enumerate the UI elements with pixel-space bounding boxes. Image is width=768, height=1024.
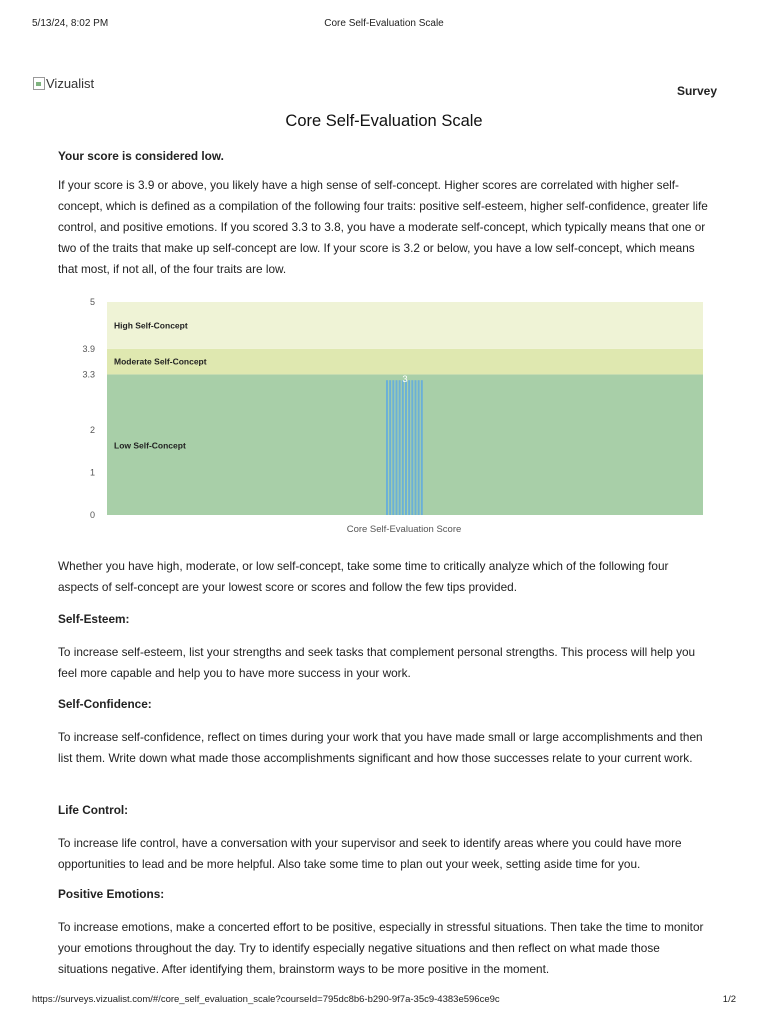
section-body: To increase life control, have a conversation with your supervisor and seek to identify areas where you could have more opportunities to lead and be more helpful. Also take some time to plan out your week, setting aside time for you. [58, 836, 682, 871]
score-result: Your score is considered low. [58, 149, 224, 163]
page-title: Core Self-Evaluation Scale [285, 112, 483, 130]
section-body: To increase emotions, make a concerted effort to be positive, especially in stressful situations. Then take the time to monitor your emotions throughout the day. Try to identify especially negative situations and then reflect on what made those situations negative. After identifying them, brainstorm ways to be more positive in the moment. [58, 920, 704, 976]
chart-y-tick-label: 3.9 [82, 343, 95, 354]
chart-bar-stripe [411, 380, 413, 515]
score-chart [80, 296, 710, 538]
score-chart-svg [80, 296, 710, 538]
chart-y-tick-label: 2 [89, 424, 95, 435]
broken-image-icon [33, 77, 45, 90]
chart-y-tick-label: 1 [89, 467, 95, 478]
chart-bar-stripe [396, 380, 398, 515]
section-self-confidence [58, 694, 708, 715]
section-heading: Life Control: [58, 803, 129, 817]
section-self-esteem-body [58, 642, 708, 684]
section-body: To increase self-esteem, list your strengths and seek tasks that complement personal strengths. This process will help you feel more capable and help you to have more success in your work. [58, 645, 696, 680]
section-positive-emotions-body [58, 917, 708, 980]
print-footer [0, 994, 768, 1008]
chart-y-tick-label: 0 [89, 510, 95, 520]
intro-block [58, 175, 708, 280]
chart-bar-stripe [402, 380, 404, 515]
print-title: Core Self-Evaluation Scale [324, 18, 444, 29]
section-heading: Positive Emotions: [58, 887, 165, 901]
logo-alt-text: Vizualist [46, 75, 95, 91]
logo[interactable] [33, 74, 94, 92]
chart-band-high-self-concept [107, 302, 703, 349]
nav-survey-link[interactable]: Survey [676, 84, 717, 98]
chart-bar-value-label: 3 [402, 374, 408, 386]
chart-y-tick-label: 5 [89, 297, 95, 307]
chart-bar-stripe [418, 380, 420, 515]
print-header [0, 18, 768, 32]
section-heading: Self-Confidence: [58, 697, 152, 711]
section-life-control-body [58, 833, 708, 875]
chart-bar-stripe [415, 380, 417, 515]
chart-bar-stripe [405, 380, 407, 515]
chart-bar-stripe [399, 380, 401, 515]
chart-band-label: Low Self-Concept [114, 440, 186, 451]
chart-bar-stripe [421, 380, 423, 515]
print-date: 5/13/24, 8:02 PM [32, 18, 109, 29]
chart-bar-stripe [392, 380, 394, 515]
print-page-number: 1/2 [722, 994, 736, 1005]
chart-y-tick-label: 3.3 [82, 369, 95, 380]
followup-block [58, 556, 708, 598]
section-heading: Self-Esteem: [58, 612, 130, 626]
section-self-confidence-body [58, 727, 708, 769]
result-text [58, 146, 708, 167]
followup-paragraph: Whether you have high, moderate, or low self-concept, take some time to critically analyze which of the following four aspects of self-concept are your lowest score or scores and follow the few tips provided. [58, 559, 669, 594]
chart-bar-stripe [389, 380, 391, 515]
chart-bar-stripe [408, 380, 410, 515]
intro-paragraph: If your score is 3.9 or above, you likely have a high sense of self-concept. Higher scores are correlated with higher self-concept, which is defined as a compilation of the following four traits: positive self-esteem, higher self-confidence, greater life control, and positive emotions. If you scored 3.3 to 3.8, you have a moderate self-concept, which typically means that one or two of the traits that make up self-concept are low. If your score is 3.2 or below, you have a low self-concept, which means that most, if not all, of the four traits are low. [58, 178, 708, 276]
section-life-control [58, 800, 708, 821]
section-body: To increase self-confidence, reflect on times during your work that you have made small or large accomplishments and then list them. Write down what made those accomplishments significant and how those successes relate to your current work. [58, 730, 703, 765]
chart-band-label: High Self-Concept [114, 320, 188, 331]
print-url: https://surveys.vizualist.com/#/core_self_evaluation_scale?courseId=795dc8b6-b290-9f7a-35c9-4383e596ce9c [32, 994, 500, 1005]
section-self-esteem [58, 609, 708, 630]
chart-x-label: Core Self-Evaluation Score [346, 524, 462, 535]
section-positive-emotions [58, 884, 708, 905]
chart-bar-stripe [386, 380, 388, 515]
chart-band-label: Moderate Self-Concept [114, 356, 207, 367]
